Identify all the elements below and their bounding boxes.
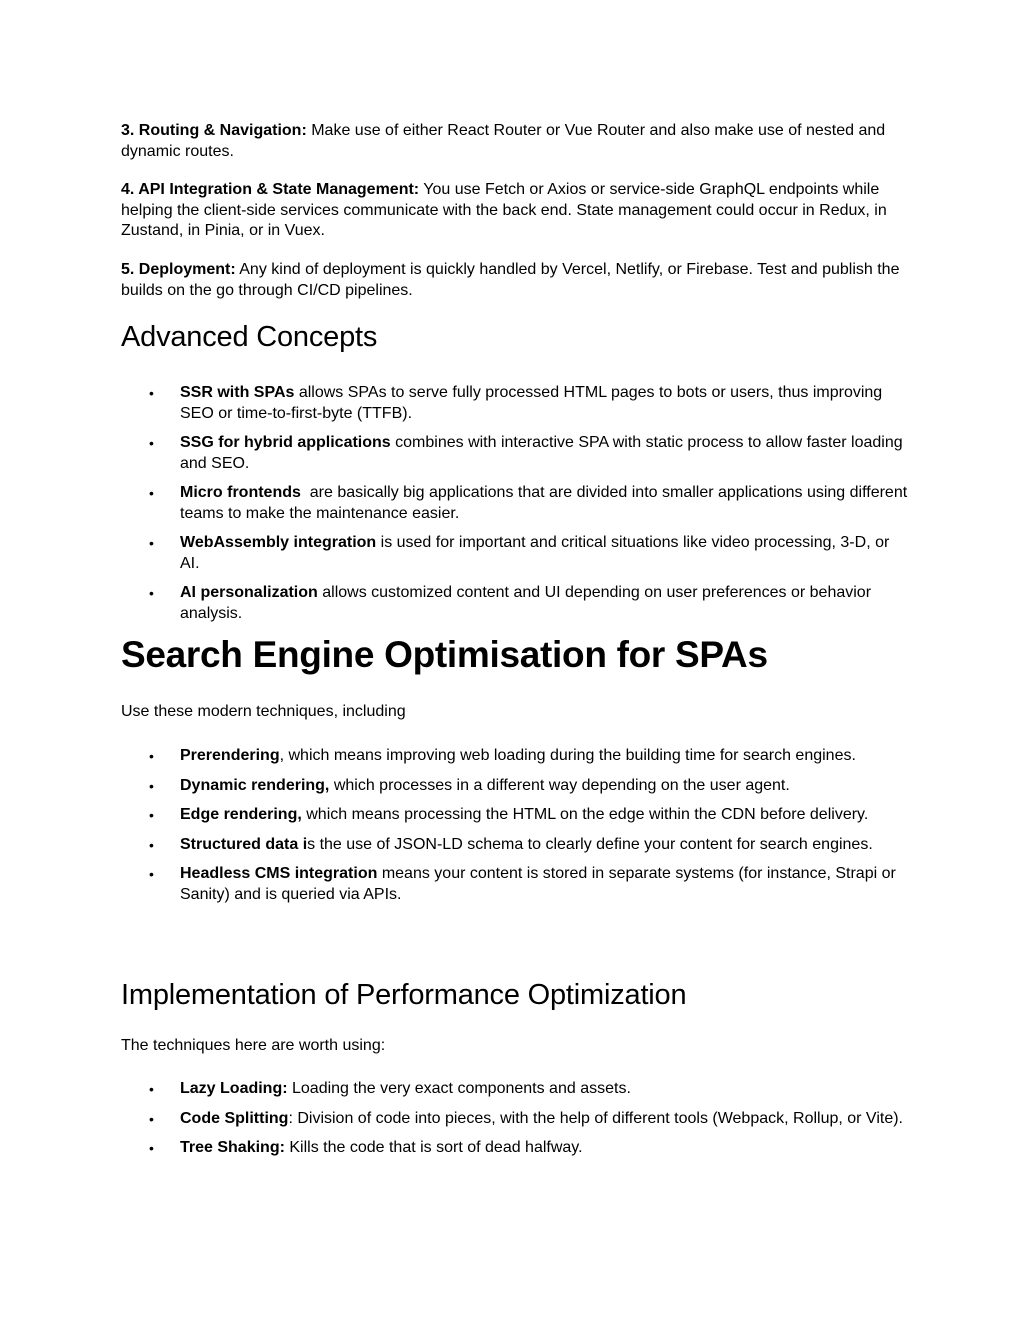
bullet-icon: • (149, 1140, 154, 1156)
list-item (121, 776, 910, 797)
step-routing (121, 121, 906, 162)
item-term: SSG for hybrid applications (180, 434, 391, 451)
bullet-icon: • (149, 748, 154, 764)
item-term: Structured data i (180, 835, 308, 853)
item-text: : Division of code into pieces, with the help of different tools (Webpack, Rollup, or Vite). (288, 1109, 903, 1127)
performance-intro: The techniques here are worth using: (121, 1037, 386, 1054)
step-deployment (121, 260, 906, 301)
heading-advanced-concepts: Advanced Concepts (121, 321, 378, 353)
bullet-icon: • (149, 836, 154, 853)
step-label: 4. API Integration & State Management: (121, 181, 420, 198)
item-term: Prerendering (180, 747, 280, 764)
list-item (121, 533, 910, 574)
item-term: Tree Shaking: (180, 1139, 285, 1156)
item-text: allows SPAs to serve fully processed HTML pages to bots or users, thus improving SEO or time-to-first-byte (TTFB). (180, 384, 883, 422)
item-term: Code Splitting (180, 1109, 289, 1127)
item-text: allows customized content and UI depending on user preferences or behavior analysis. (180, 584, 872, 622)
heading-seo: Search Engine Optimisation for SPAs (121, 634, 768, 675)
bullet-icon: • (149, 807, 154, 823)
item-term: AI personalization (180, 584, 318, 601)
item-text: means your content is stored in separate systems (for instance, Strapi or Sanity) and is queried via APIs. (180, 865, 896, 903)
item-text: s the use of JSON-LD schema to clearly define your content for search engines. (307, 835, 873, 853)
item-term: SSR with SPAs (180, 384, 295, 401)
bullet-icon: • (149, 585, 154, 601)
step-text: You use Fetch or Axios or service-side GraphQL endpoints while helping the client-side services communicate with the back end. State management could occur in Redux, in Zustand, in Pinia, or in Vuex. (121, 181, 887, 239)
step-text: Make use of either React Router or Vue Router and also make use of nested and dynamic routes. (121, 122, 886, 160)
list-item (121, 835, 910, 856)
item-text: which processes in a different way depending on the user agent. (329, 776, 790, 794)
list-item (121, 383, 910, 424)
list-item (121, 1079, 910, 1100)
item-text: , which means improving web loading during the building time for search engines. (279, 747, 856, 764)
advanced-concepts-list (121, 383, 911, 624)
bullet-icon: • (149, 485, 154, 501)
step-api-state (121, 180, 906, 242)
bullet-icon: • (149, 385, 154, 401)
seo-techniques-list (121, 746, 911, 905)
item-text: is used for important and critical situations like video processing, 3-D, or AI. (180, 534, 890, 572)
item-term: WebAssembly integration (180, 534, 377, 551)
item-text: Kills the code that is sort of dead halfway. (284, 1139, 583, 1156)
item-text: Loading the very exact components and assets. (287, 1080, 631, 1097)
step-label: 3. Routing & Navigation: (121, 122, 307, 139)
item-term: Lazy Loading: (180, 1080, 288, 1097)
step-label: 5. Deployment: (121, 261, 236, 278)
list-item (121, 583, 910, 624)
item-term: Dynamic rendering, (180, 776, 330, 794)
list-item (121, 864, 910, 905)
item-term: Edge rendering, (180, 806, 302, 823)
list-item (121, 1138, 910, 1159)
list-item (121, 1109, 910, 1130)
item-text: combines with interactive SPA with static process to allow faster loading and SEO. (180, 434, 903, 472)
seo-intro: Use these modern techniques, including (121, 703, 406, 720)
item-text: which means processing the HTML on the edge within the CDN before delivery. (301, 806, 869, 823)
step-text: Any kind of deployment is quickly handled by Vercel, Netlify, or Firebase. Test and publish the builds on the go through CI/CD pipelines. (121, 261, 900, 299)
performance-techniques-list (121, 1079, 911, 1159)
bullet-icon: • (149, 777, 154, 794)
item-term: Headless CMS integration (180, 865, 378, 882)
bullet-icon: • (149, 435, 154, 451)
heading-performance: Implementation of Performance Optimization (121, 979, 687, 1011)
list-item (121, 805, 910, 826)
bullet-icon: • (149, 1110, 154, 1127)
list-item (121, 483, 910, 524)
bullet-icon: • (149, 866, 154, 882)
bullet-icon: • (149, 535, 154, 551)
bullet-icon: • (149, 1081, 154, 1097)
list-item (121, 433, 910, 474)
item-term: Micro frontends (180, 484, 301, 501)
item-text: are basically big applications that are divided into smaller applications using different teams to make the maintenance easier. (180, 484, 912, 522)
list-item (121, 746, 910, 767)
